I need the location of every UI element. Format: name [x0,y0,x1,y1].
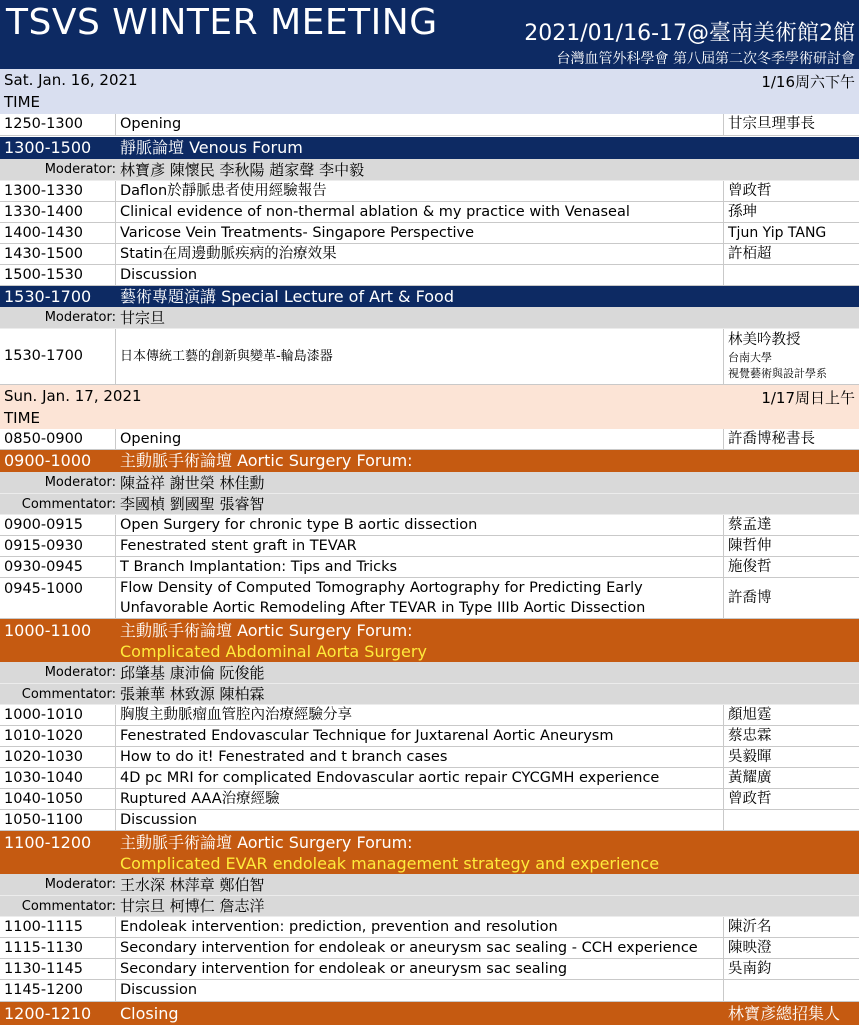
commentator-label: Commentator: [21,687,116,702]
moderator-row [0,159,859,181]
moderator-label: Moderator: [44,162,116,177]
row-speaker: 蔡忠霖 [728,728,772,744]
row-speaker: 黃耀廣 [728,770,772,786]
row-speaker: 顏旭霆 [728,707,772,723]
schedule-row [0,114,859,136]
row-time: 1030-1040 [0,768,116,788]
row-time: 1040-1050 [0,789,116,809]
row-title: Closing [120,1004,179,1023]
row-time: 0945-1000 [0,578,116,618]
session-time: 0900-1000 [4,451,92,470]
row-time: 0900-0915 [0,515,116,535]
row-speaker: 蔡孟達 [728,517,772,533]
row-title: 4D pc MRI for complicated Endovascular aortic repair CYCGMH experience [116,768,724,788]
row-time: 1400-1430 [0,223,116,243]
row-speaker: 吳南鈞 [728,961,772,977]
schedule-row [0,980,859,1002]
schedule-row [0,726,859,747]
row-time: 1130-1145 [0,959,116,979]
row-title: Endoleak intervention: prediction, prevention and resolution [116,917,724,937]
row-time: 0930-0945 [0,557,116,577]
commentator-label: Commentator: [21,899,116,914]
session-time: 1000-1100 [4,621,92,640]
row-time: 0850-0900 [0,429,116,449]
row-speaker [724,980,859,1001]
session-header-aortic-1 [0,450,859,472]
row-title: Discussion [116,980,724,1001]
schedule-row [0,265,859,286]
row-title: How to do it! Fenestrated and t branch cases [116,747,724,767]
row-speaker [724,265,859,285]
schedule-row [0,536,859,557]
commentator-row [0,684,859,705]
row-title: Ruptured AAA治療經驗 [116,789,724,809]
row-speaker: 陳映澄 [728,940,772,956]
schedule-row [0,202,859,223]
session-title: 靜脈論壇 Venous Forum [120,138,303,157]
moderator-names: 王水深 林萍章 鄭伯智 [120,876,265,894]
row-title: Discussion [116,810,724,830]
row-time: 1115-1130 [0,938,116,958]
row-speaker: 施俊哲 [728,559,772,575]
moderator-names: 邱肇基 康沛倫 阮俊能 [120,664,265,682]
row-speaker: 陳沂名 [728,919,772,935]
row-speaker: Tjun Yip TANG [728,225,827,241]
row-title: Discussion [116,265,724,285]
schedule-row [0,768,859,789]
row-title: 胸腹主動脈瘤血管腔內治療經驗分享 [116,705,724,725]
day2-date: Sun. Jan. 17, 2021 [4,387,142,405]
schedule-row [0,557,859,578]
row-time: 0915-0930 [0,536,116,556]
row-title: Daflon於靜脈患者使用經驗報告 [116,181,724,201]
row-time: 1430-1500 [0,244,116,264]
session-header-aortic-3 [0,831,859,874]
session-header-art [0,286,859,307]
meeting-date-venue: 2021/01/16-17@臺南美術館2館 [524,21,855,46]
row-time: 1300-1330 [0,181,116,201]
session-title [116,619,859,662]
schedule-row [0,705,859,726]
row-speaker: 曾政哲 [728,183,772,199]
row-time: 1250-1300 [0,114,116,135]
schedule-row [0,959,859,980]
moderator-label: Moderator: [44,475,116,490]
session-header-venous [0,137,859,159]
moderator-names: 陳益祥 謝世榮 林佳勳 [120,474,265,492]
row-time: 1330-1400 [0,202,116,222]
meeting-subtitle: 台灣血管外科學會 第八屆第二次冬季學術研討會 [556,51,855,67]
row-title: Varicose Vein Treatments- Singapore Perspective [116,223,724,243]
row-speaker: 陳哲伸 [728,538,772,554]
row-title: Open Surgery for chronic type B aortic dissection [116,515,724,535]
row-time: 1200-1210 [4,1004,92,1023]
moderator-names: 甘宗旦 [120,309,166,327]
closing-row [0,1002,859,1025]
session-title: 藝術專題演講 Special Lecture of Art & Food [120,287,454,306]
commentator-row [0,896,859,917]
row-speaker [724,810,859,830]
commentator-names: 李國楨 劉國聖 張睿智 [120,495,265,513]
session-title: 主動脈手術論壇 Aortic Surgery Forum: [120,451,413,470]
row-time: 1500-1530 [0,265,116,285]
commentator-names: 甘宗旦 柯博仁 詹志洋 [120,897,265,915]
row-title: Opening [116,429,724,449]
meeting-title: TSVS WINTER MEETING [6,2,438,43]
row-time: 1020-1030 [0,747,116,767]
schedule-row [0,789,859,810]
row-title: Opening [116,114,724,135]
commentator-names: 張兼華 林致源 陳柏霖 [120,685,265,703]
moderator-label: Moderator: [44,310,116,325]
session-time: 1100-1200 [4,833,92,852]
row-time: 1145-1200 [0,980,116,1001]
session-title-main: 主動脈手術論壇 Aortic Surgery Forum: [120,833,413,852]
schedule-row [0,810,859,831]
day1-banner [0,69,859,114]
row-title: 日本傳統工藝的創新與變革-輪島漆器 [116,329,724,384]
row-speaker: 許喬博 [728,590,772,606]
day2-time-header: TIME [4,409,41,427]
row-time: 1530-1700 [0,329,116,384]
moderator-label: Moderator: [44,877,116,892]
day2-right-label: 1/17周日上午 [761,389,855,407]
schedule-row [0,181,859,202]
row-title: Fenestrated Endovascular Technique for Juxtarenal Aortic Aneurysm [116,726,724,746]
row-title [116,578,724,618]
row-speaker: 許喬博秘書長 [728,431,815,447]
row-title: Statin在周邊動脈疾病的治療效果 [116,244,724,264]
session-title [116,831,859,874]
speaker-affiliation-2: 視覺藝術與設計學系 [728,367,827,380]
session-subtitle: Complicated EVAR endoleak management strategy and experience [120,854,660,873]
row-title: Clinical evidence of non-thermal ablation & my practice with Venaseal [116,202,724,222]
schedule-row [0,429,859,450]
speaker-name: 林美吟教授 [728,332,801,348]
row-speaker: 曾政哲 [728,791,772,807]
moderator-row [0,874,859,896]
day1-time-header: TIME [4,93,41,111]
row-speaker: 甘宗旦理事長 [728,116,815,132]
row-time: 1050-1100 [0,810,116,830]
session-header-aortic-2 [0,619,859,662]
row-time: 1010-1020 [0,726,116,746]
day1-right-label: 1/16周六下午 [761,73,855,91]
schedule-row [0,244,859,265]
row-time: 1000-1010 [0,705,116,725]
schedule-row [0,917,859,938]
moderator-row [0,472,859,494]
day2-banner [0,385,859,429]
schedule-row [0,747,859,768]
row-speaker: 許栢超 [728,246,772,262]
session-subtitle: Complicated Abdominal Aorta Surgery [120,642,427,661]
moderator-row [0,662,859,684]
speaker-affiliation-1: 台南大學 [728,351,772,364]
schedule-row [0,578,859,619]
row-title: Fenestrated stent graft in TEVAR [116,536,724,556]
moderator-row [0,307,859,329]
schedule-row [0,515,859,536]
schedule-row [0,223,859,244]
moderator-label: Moderator: [44,665,116,680]
row-title-line-2: Unfavorable Aortic Remodeling After TEVAR in Type IIIb Aortic Dissection [120,600,646,616]
row-speaker: 孫珅 [728,204,757,220]
session-title-main: 主動脈手術論壇 Aortic Surgery Forum: [120,621,413,640]
schedule-row [0,938,859,959]
row-title: Secondary intervention for endoleak or aneurysm sac sealing - CCH experience [116,938,724,958]
page-header [0,0,859,69]
row-title-line-1: Flow Density of Computed Tomography Aortography for Predicting Early [120,580,643,596]
commentator-row [0,494,859,515]
row-speaker [724,329,859,384]
session-time: 1530-1700 [4,287,92,306]
day1-date: Sat. Jan. 16, 2021 [4,71,138,89]
row-speaker: 林寶彥總招集人 [728,1004,841,1023]
row-time: 1100-1115 [0,917,116,937]
schedule-row [0,329,859,385]
row-speaker: 吳毅暉 [728,749,772,765]
session-time: 1300-1500 [4,138,92,157]
row-title: Secondary intervention for endoleak or aneurysm sac sealing [116,959,724,979]
moderator-names: 林寶彥 陳懷民 李秋陽 趙家聲 李中毅 [120,161,365,179]
commentator-label: Commentator: [21,497,116,512]
row-title: T Branch Implantation: Tips and Tricks [116,557,724,577]
